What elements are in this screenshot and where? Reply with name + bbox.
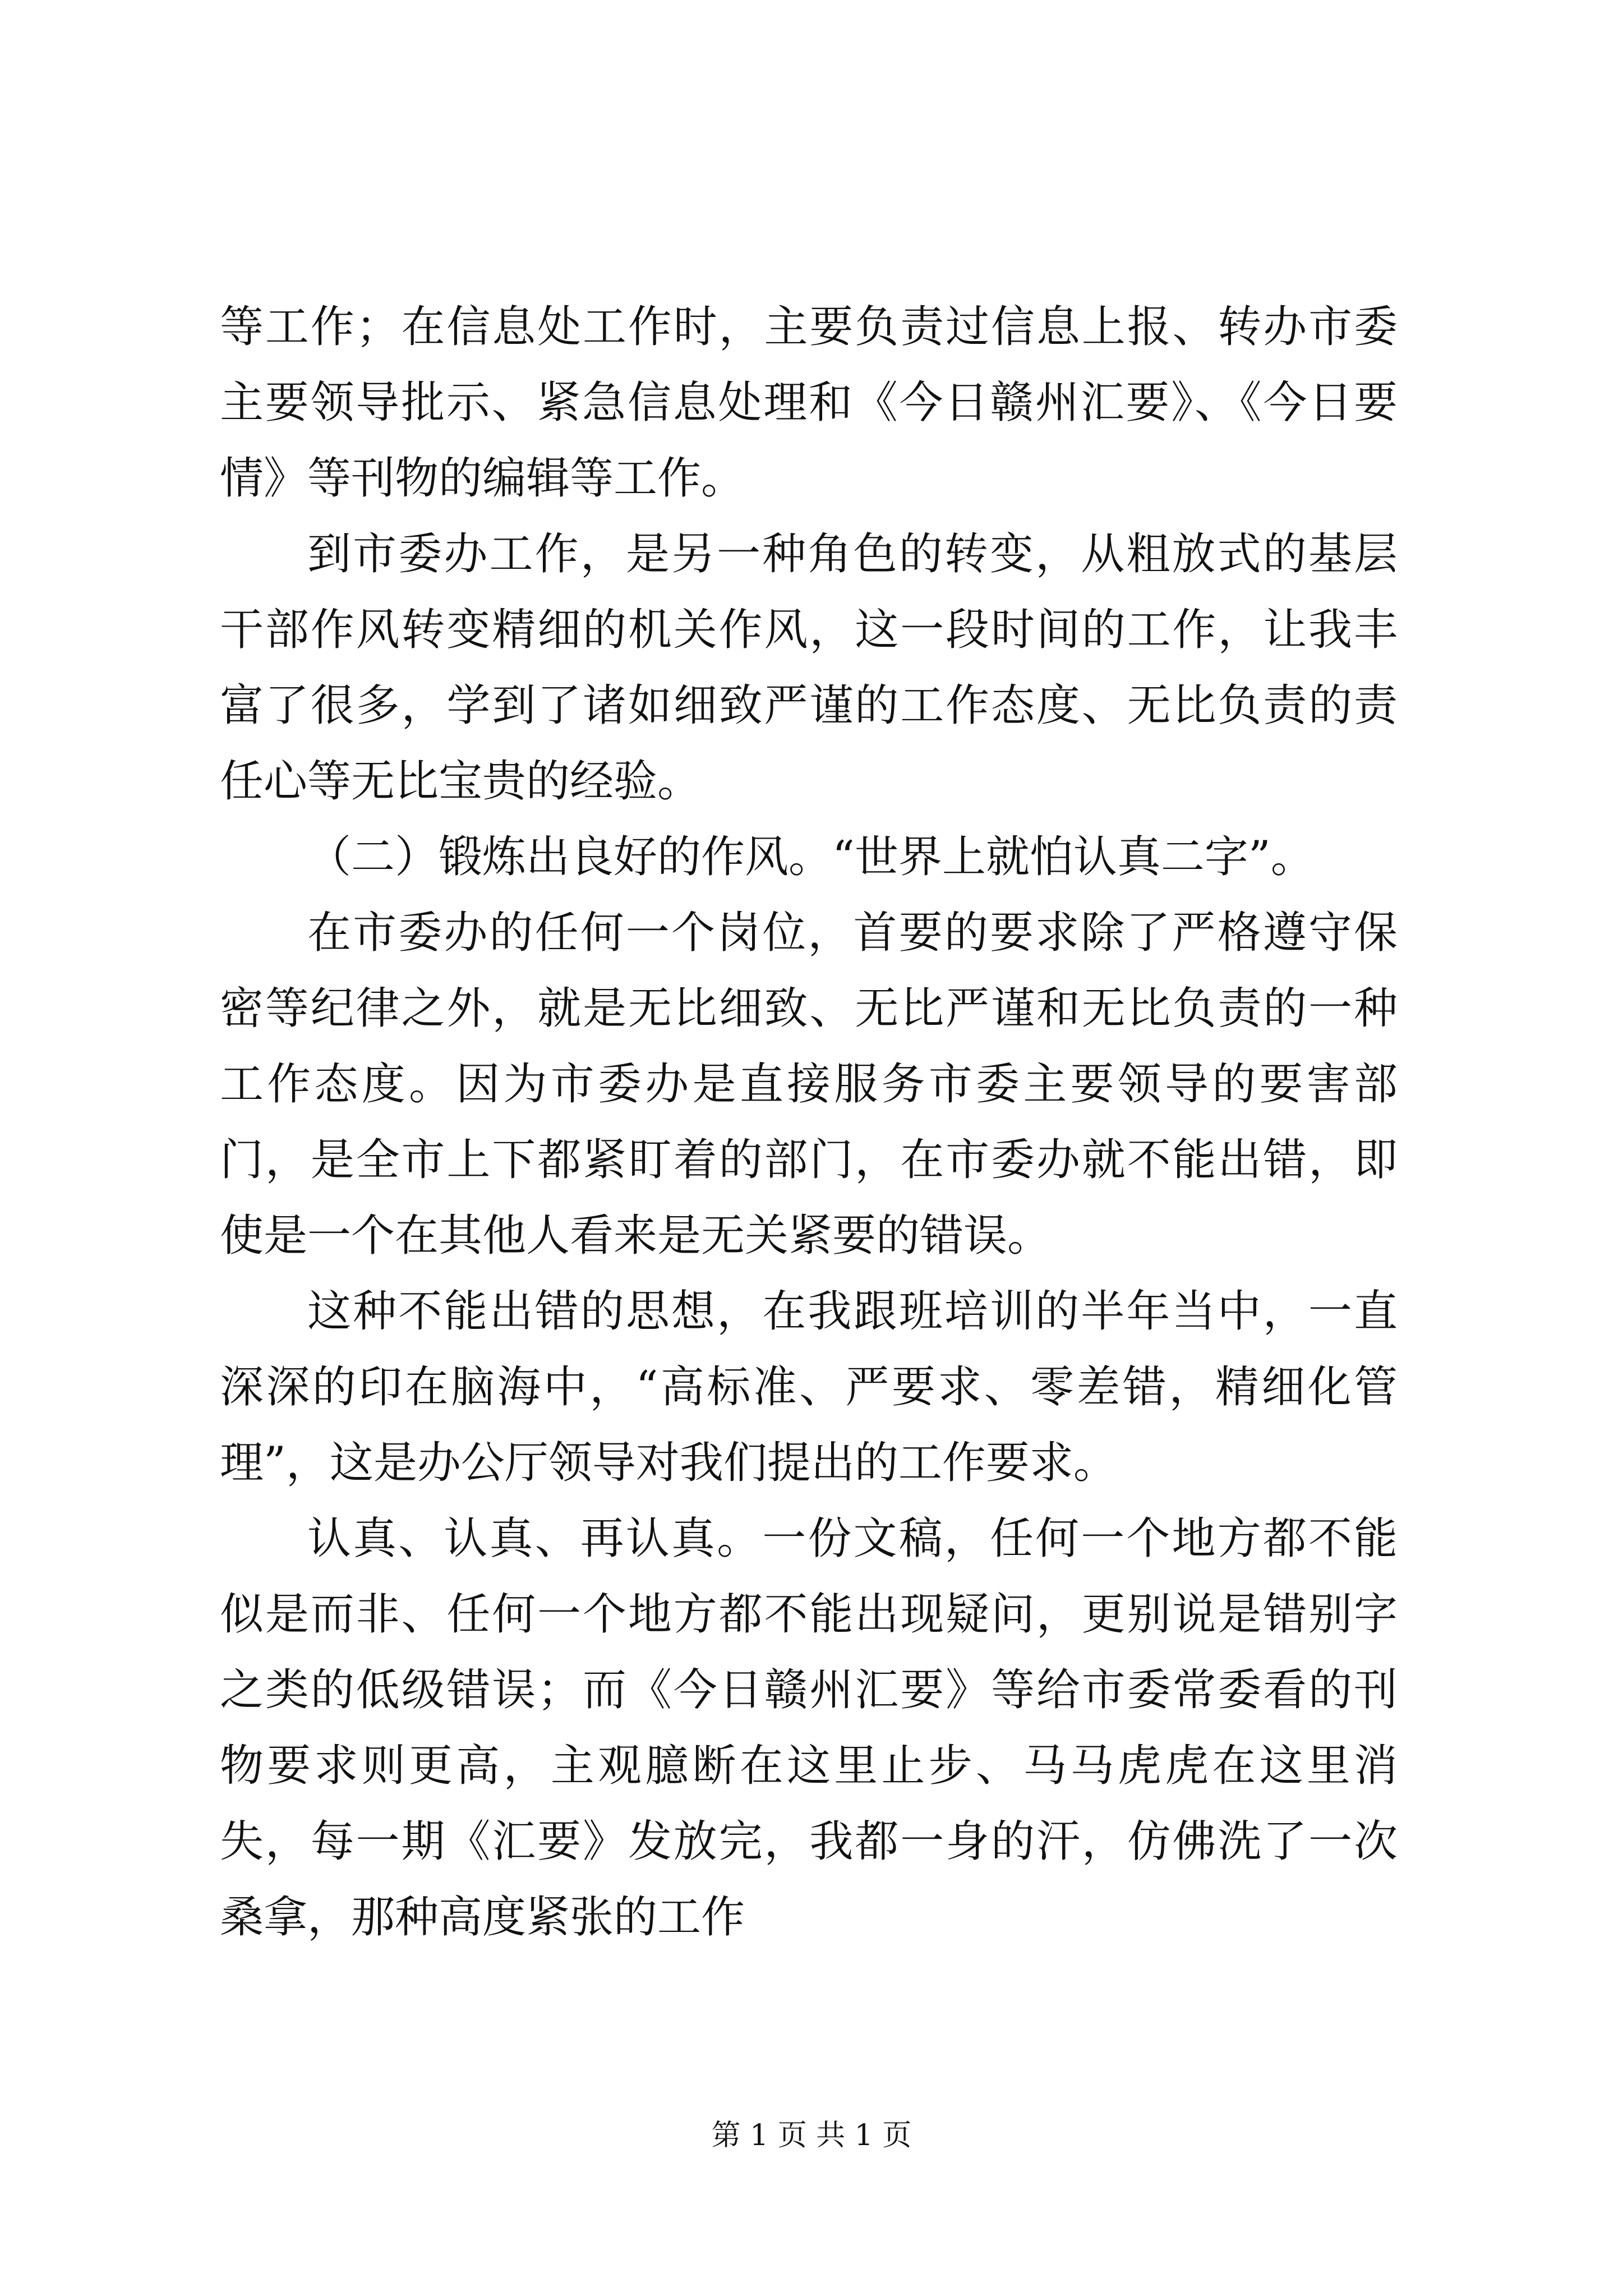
- paragraph-work-attitude: 在市委办的任何一个岗位，首要的要求除了严格遵守保密等纪律之外，就是无比细致、无比严谨和无比负责的一种工作态度。因为市委办是直接服务市委主要领导的要害部门，是全市上下都紧盯着的部门，在市委办就不能出错，即使是一个在其他人看来是无关紧要的错误。: [220, 908, 1398, 1261]
- section-heading-work-style: （二）锻炼出良好的作风。“世界上就怕认真二字”。: [307, 832, 1315, 882]
- page-number-footer: 第 1 页 共 1 页: [711, 2119, 912, 2152]
- paragraph-continuation: 等工作；在信息处工作时，主要负责过信息上报、转办市委主要领导批示、紧急信息处理和《今日赣州汇要》、《今日要情》等刊物的编辑等工作。: [220, 302, 1398, 504]
- paragraph-seriousness: 认真、认真、再认真。一份文稿，任何一个地方都不能似是而非、任何一个地方都不能出现疑问，更别说是错别字之类的低级错误；而《今日赣州汇要》等给市委常委看的刊物要求则更高，主观臆断在这里止步、马马虎虎在这里消失，每一期《汇要》发放完，我都一身的汗，仿佛洗了一次桑拿，那种高度紧张的工作: [220, 1513, 1398, 1943]
- paragraph-role-change: 到市委办工作，是另一种角色的转变，从粗放式的基层干部作风转变精细的机关作风，这一段时间的工作，让我丰富了很多，学到了诸如细致严谨的工作态度、无比负责的责任心等无比宝贵的经验。: [220, 529, 1398, 807]
- paragraph-no-error-mindset: 这种不能出错的思想，在我跟班培训的半年当中，一直深深的印在脑海中，“高标准、严要求、零差错，精细化管理”，这是办公厅领导对我们提出的工作要求。: [220, 1286, 1398, 1488]
- document-body: [220, 289, 1398, 1955]
